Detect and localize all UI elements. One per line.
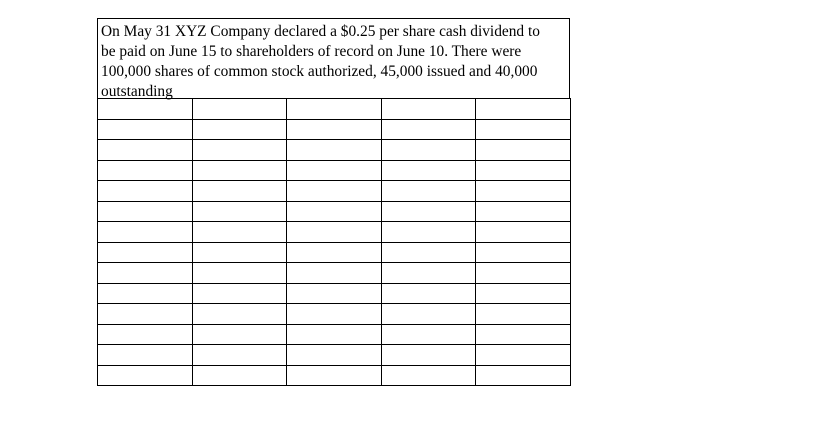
grid-cell[interactable] <box>193 283 287 304</box>
table-row <box>98 119 571 140</box>
grid-cell[interactable] <box>287 99 382 120</box>
grid-cell[interactable] <box>382 283 476 304</box>
grid-cell[interactable] <box>98 201 193 222</box>
problem-line: outstanding <box>101 83 173 100</box>
grid-cell[interactable] <box>476 345 571 366</box>
table-row <box>98 324 571 345</box>
grid-cell[interactable] <box>476 242 571 263</box>
answer-grid <box>97 98 571 386</box>
grid-cell[interactable] <box>476 201 571 222</box>
problem-line: be paid on June 15 to shareholders of record on June 10. There were <box>101 43 522 60</box>
grid-cell[interactable] <box>98 119 193 140</box>
grid-cell[interactable] <box>98 263 193 284</box>
grid-cell[interactable] <box>382 263 476 284</box>
grid-cell[interactable] <box>193 99 287 120</box>
grid-cell[interactable] <box>287 181 382 202</box>
grid-cell[interactable] <box>382 119 476 140</box>
grid-cell[interactable] <box>382 201 476 222</box>
grid-cell[interactable] <box>287 140 382 161</box>
table-row <box>98 222 571 243</box>
grid-cell[interactable] <box>287 365 382 386</box>
grid-cell[interactable] <box>382 365 476 386</box>
grid-cell[interactable] <box>98 242 193 263</box>
table-row <box>98 345 571 366</box>
grid-cell[interactable] <box>382 324 476 345</box>
grid-cell[interactable] <box>476 160 571 181</box>
grid-cell[interactable] <box>287 119 382 140</box>
table-row <box>98 160 571 181</box>
grid-cell[interactable] <box>98 140 193 161</box>
table-row <box>98 242 571 263</box>
grid-cell[interactable] <box>382 181 476 202</box>
grid-cell[interactable] <box>98 324 193 345</box>
table-row <box>98 201 571 222</box>
grid-cell[interactable] <box>476 283 571 304</box>
grid-cell[interactable] <box>287 283 382 304</box>
grid-cell[interactable] <box>98 160 193 181</box>
grid-cell[interactable] <box>382 222 476 243</box>
grid-cell[interactable] <box>193 324 287 345</box>
grid-cell[interactable] <box>193 242 287 263</box>
grid-cell[interactable] <box>98 365 193 386</box>
worksheet <box>97 18 570 386</box>
grid-cell[interactable] <box>287 222 382 243</box>
grid-cell[interactable] <box>193 201 287 222</box>
grid-cell[interactable] <box>287 345 382 366</box>
grid-cell[interactable] <box>382 304 476 325</box>
grid-cell[interactable] <box>98 345 193 366</box>
table-row <box>98 181 571 202</box>
grid-cell[interactable] <box>287 160 382 181</box>
grid-cell[interactable] <box>382 140 476 161</box>
answer-grid-body <box>98 99 571 386</box>
grid-cell[interactable] <box>382 160 476 181</box>
grid-cell[interactable] <box>476 222 571 243</box>
problem-statement <box>97 18 570 98</box>
grid-cell[interactable] <box>476 119 571 140</box>
grid-cell[interactable] <box>193 365 287 386</box>
grid-cell[interactable] <box>287 242 382 263</box>
problem-line: 100,000 shares of common stock authorized, 45,000 issued and 40,000 <box>101 63 538 80</box>
grid-cell[interactable] <box>98 181 193 202</box>
grid-cell[interactable] <box>193 140 287 161</box>
grid-cell[interactable] <box>476 181 571 202</box>
grid-cell[interactable] <box>287 201 382 222</box>
grid-cell[interactable] <box>193 263 287 284</box>
grid-cell[interactable] <box>382 242 476 263</box>
grid-cell[interactable] <box>476 263 571 284</box>
grid-cell[interactable] <box>193 119 287 140</box>
grid-cell[interactable] <box>287 324 382 345</box>
grid-cell[interactable] <box>98 283 193 304</box>
table-row <box>98 283 571 304</box>
table-row <box>98 365 571 386</box>
grid-cell[interactable] <box>193 345 287 366</box>
table-row <box>98 263 571 284</box>
grid-cell[interactable] <box>382 99 476 120</box>
grid-cell[interactable] <box>193 222 287 243</box>
grid-cell[interactable] <box>193 304 287 325</box>
grid-cell[interactable] <box>193 160 287 181</box>
grid-cell[interactable] <box>476 304 571 325</box>
grid-cell[interactable] <box>287 304 382 325</box>
table-row <box>98 140 571 161</box>
grid-cell[interactable] <box>476 324 571 345</box>
grid-cell[interactable] <box>476 99 571 120</box>
grid-cell[interactable] <box>476 365 571 386</box>
grid-cell[interactable] <box>98 304 193 325</box>
grid-cell[interactable] <box>382 345 476 366</box>
table-row <box>98 304 571 325</box>
grid-cell[interactable] <box>98 222 193 243</box>
grid-cell[interactable] <box>476 140 571 161</box>
problem-line: On May 31 XYZ Company declared a $0.25 per share cash dividend to <box>101 23 540 40</box>
grid-cell[interactable] <box>287 263 382 284</box>
grid-cell[interactable] <box>193 181 287 202</box>
